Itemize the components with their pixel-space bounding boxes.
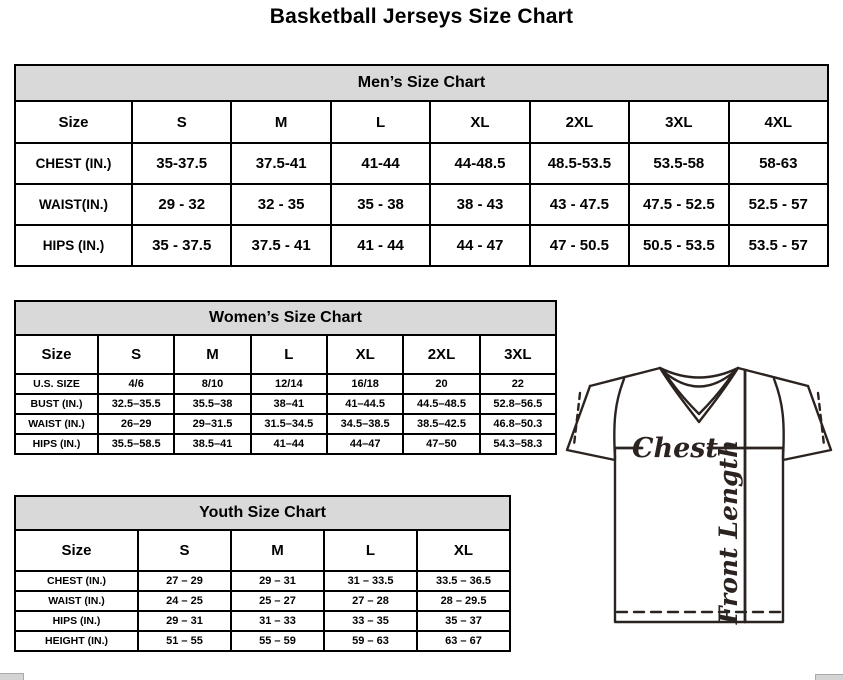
jersey-body xyxy=(615,450,783,622)
table-title-row xyxy=(15,65,828,101)
size-value-cell: 48.5-53.5 xyxy=(530,143,629,184)
size-value-cell: 58-63 xyxy=(729,143,828,184)
size-value-cell: 53.5-58 xyxy=(629,143,728,184)
size-value-cell: 54.3–58.3 xyxy=(480,434,556,454)
size-value-cell: 44.5–48.5 xyxy=(403,394,479,414)
row-label: WAIST(IN.) xyxy=(15,184,132,225)
size-column-header: Size xyxy=(15,335,98,374)
youth-table-title: Youth Size Chart xyxy=(15,496,510,530)
size-value-cell: 55 – 59 xyxy=(231,631,324,651)
size-header-XL: XL xyxy=(327,335,403,374)
row-label: HIPS (IN.) xyxy=(15,434,98,454)
row-label: CHEST (IN.) xyxy=(15,571,138,591)
size-value-cell: 27 – 28 xyxy=(324,591,417,611)
jersey-armhole-left xyxy=(614,379,624,458)
size-value-cell: 29 – 31 xyxy=(138,611,231,631)
size-value-cell: 52.5 - 57 xyxy=(729,184,828,225)
size-value-cell: 31 – 33.5 xyxy=(324,571,417,591)
size-value-cell: 35.5–38 xyxy=(174,394,250,414)
size-value-cell: 25 – 27 xyxy=(231,591,324,611)
chest-label: Chest xyxy=(632,433,718,464)
table-header-row xyxy=(15,101,828,143)
size-value-cell: 12/14 xyxy=(251,374,327,394)
size-header-S: S xyxy=(98,335,174,374)
size-header-S: S xyxy=(132,101,231,143)
size-value-cell: 38–41 xyxy=(251,394,327,414)
table-row xyxy=(15,374,556,394)
size-value-cell: 43 - 47.5 xyxy=(530,184,629,225)
table-row xyxy=(15,414,556,434)
table-row xyxy=(15,143,828,184)
size-value-cell: 32.5–35.5 xyxy=(98,394,174,414)
row-label: U.S. SIZE xyxy=(15,374,98,394)
table-row xyxy=(15,571,510,591)
table-row xyxy=(15,225,828,266)
table-row xyxy=(15,394,556,414)
row-label: HEIGHT (IN.) xyxy=(15,631,138,651)
table-row xyxy=(15,184,828,225)
size-value-cell: 29 – 31 xyxy=(231,571,324,591)
size-value-cell: 41 - 44 xyxy=(331,225,430,266)
size-value-cell: 29 - 32 xyxy=(132,184,231,225)
size-value-cell: 41–44.5 xyxy=(327,394,403,414)
size-value-cell: 47–50 xyxy=(403,434,479,454)
size-value-cell: 31 – 33 xyxy=(231,611,324,631)
size-value-cell: 38.5–41 xyxy=(174,434,250,454)
size-value-cell: 47 - 50.5 xyxy=(530,225,629,266)
size-value-cell: 31.5–34.5 xyxy=(251,414,327,434)
table-row xyxy=(15,631,510,651)
size-value-cell: 35-37.5 xyxy=(132,143,231,184)
table-header-row xyxy=(15,530,510,571)
womens-table-title: Women’s Size Chart xyxy=(15,301,556,335)
jersey-shoulder-left xyxy=(590,368,660,386)
row-label: HIPS (IN.) xyxy=(15,611,138,631)
size-value-cell: 35 - 38 xyxy=(331,184,430,225)
size-header-L: L xyxy=(331,101,430,143)
table-header-row xyxy=(15,335,556,374)
mens-table-title: Men’s Size Chart xyxy=(15,65,828,101)
size-value-cell: 38 - 43 xyxy=(430,184,529,225)
size-value-cell: 50.5 - 53.5 xyxy=(629,225,728,266)
size-value-cell: 63 – 67 xyxy=(417,631,510,651)
size-header-L: L xyxy=(324,530,417,571)
size-column-header: Size xyxy=(15,101,132,143)
size-value-cell: 47.5 - 52.5 xyxy=(629,184,728,225)
size-value-cell: 41-44 xyxy=(331,143,430,184)
jersey-armhole-right xyxy=(774,379,784,458)
size-header-2XL: 2XL xyxy=(403,335,479,374)
jersey-sleeve-left xyxy=(567,386,615,460)
size-value-cell: 37.5-41 xyxy=(231,143,330,184)
row-label: BUST (IN.) xyxy=(15,394,98,414)
table-row xyxy=(15,434,556,454)
size-header-3XL: 3XL xyxy=(629,101,728,143)
size-value-cell: 33 – 35 xyxy=(324,611,417,631)
table-title-row xyxy=(15,496,510,530)
size-header-4XL: 4XL xyxy=(729,101,828,143)
row-label: WAIST (IN.) xyxy=(15,591,138,611)
jersey-shoulder-right xyxy=(738,368,808,386)
size-value-cell: 44–47 xyxy=(327,434,403,454)
vertical-scrollbar-fragment-right[interactable] xyxy=(815,674,843,680)
table-row xyxy=(15,591,510,611)
size-value-cell: 29–31.5 xyxy=(174,414,250,434)
size-value-cell: 8/10 xyxy=(174,374,250,394)
size-value-cell: 34.5–38.5 xyxy=(327,414,403,434)
front-length-label: Front Length xyxy=(714,439,743,625)
jersey-sleeve-right xyxy=(783,386,831,460)
size-value-cell: 37.5 - 41 xyxy=(231,225,330,266)
table-row xyxy=(15,611,510,631)
womens-size-table xyxy=(14,300,557,455)
size-value-cell: 44-48.5 xyxy=(430,143,529,184)
size-value-cell: 33.5 – 36.5 xyxy=(417,571,510,591)
size-value-cell: 4/6 xyxy=(98,374,174,394)
size-value-cell: 51 – 55 xyxy=(138,631,231,651)
size-value-cell: 35 – 37 xyxy=(417,611,510,631)
size-value-cell: 32 - 35 xyxy=(231,184,330,225)
size-header-M: M xyxy=(174,335,250,374)
row-label: HIPS (IN.) xyxy=(15,225,132,266)
size-value-cell: 38.5–42.5 xyxy=(403,414,479,434)
size-value-cell: 27 – 29 xyxy=(138,571,231,591)
size-header-XL: XL xyxy=(430,101,529,143)
youth-size-table xyxy=(14,495,511,652)
size-header-2XL: 2XL xyxy=(530,101,629,143)
size-value-cell: 28 – 29.5 xyxy=(417,591,510,611)
size-value-cell: 26–29 xyxy=(98,414,174,434)
size-value-cell: 46.8–50.3 xyxy=(480,414,556,434)
size-value-cell: 53.5 - 57 xyxy=(729,225,828,266)
size-value-cell: 52.8–56.5 xyxy=(480,394,556,414)
row-label: WAIST (IN.) xyxy=(15,414,98,434)
size-value-cell: 59 – 63 xyxy=(324,631,417,651)
size-value-cell: 35.5–58.5 xyxy=(98,434,174,454)
size-value-cell: 22 xyxy=(480,374,556,394)
size-header-M: M xyxy=(231,530,324,571)
size-value-cell: 20 xyxy=(403,374,479,394)
size-value-cell: 41–44 xyxy=(251,434,327,454)
size-column-header: Size xyxy=(15,530,138,571)
size-header-S: S xyxy=(138,530,231,571)
jersey-collar-arc-outer xyxy=(660,368,738,378)
size-value-cell: 16/18 xyxy=(327,374,403,394)
size-header-XL: XL xyxy=(417,530,510,571)
table-title-row xyxy=(15,301,556,335)
size-header-3XL: 3XL xyxy=(480,335,556,374)
row-label: CHEST (IN.) xyxy=(15,143,132,184)
size-value-cell: 35 - 37.5 xyxy=(132,225,231,266)
size-header-L: L xyxy=(251,335,327,374)
mens-size-table xyxy=(14,64,829,267)
jersey-diagram xyxy=(560,360,843,672)
size-header-M: M xyxy=(231,101,330,143)
size-value-cell: 44 - 47 xyxy=(430,225,529,266)
size-value-cell: 24 – 25 xyxy=(138,591,231,611)
page-title: Basketball Jerseys Size Chart xyxy=(269,5,574,28)
